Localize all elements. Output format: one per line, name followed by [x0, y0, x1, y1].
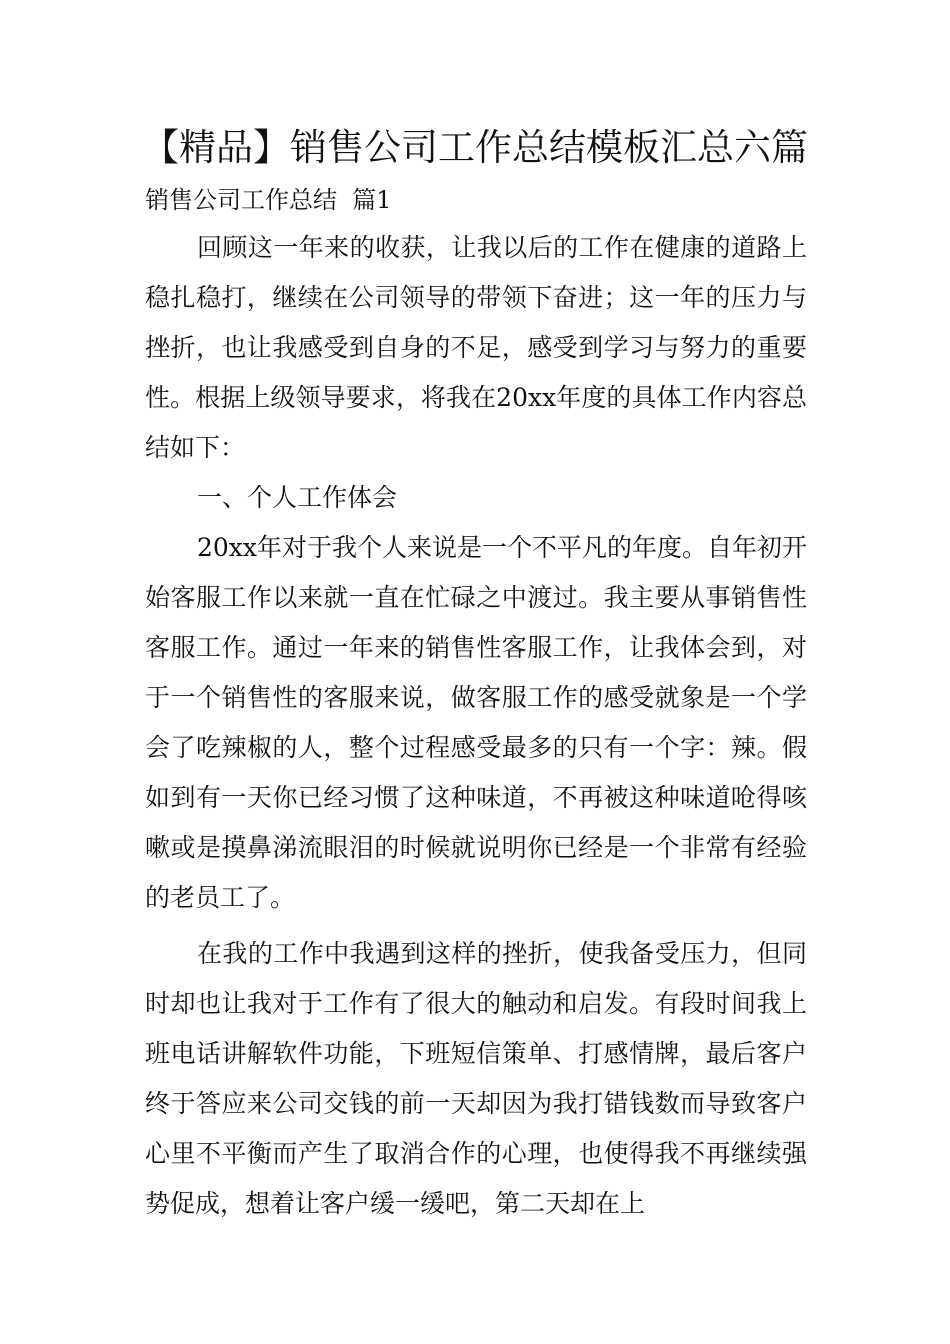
subheading-personal-experience: 一、个人工作体会 [197, 483, 398, 512]
paragraph-setback: 在我的工作中我遇到这样的挫折，使我备受压力，但同时却也让我对于工作有了很大的触动和启发。有段时间我上班电话讲解软件功能，下班短信策单、打感情牌，最后客户终于答应来公司交钱的前一天却因为我打错钱数而导致客户心里不平衡而产生了取消合作的心理，也使得我不再继续强势促成，想着让客户缓一缓吧，第二天却在上 [145, 939, 807, 1218]
paragraph-personal-experience: 20xx年对于我个人来说是一个不平凡的年度。自年初开始客服工作以来就一直在忙碌之中渡过。我主要从事销售性客服工作。通过一年来的销售性客服工作，让我体会到，对于一个销售性的客服来说，做客服工作的感受就象是一个学会了吃辣椒的人，整个过程感受最多的只有一个字：辣。假如到有一天你已经习惯了这种味道，不再被这种味道呛得咳嗽或是摸鼻涕流眼泪的时候就说明你已经是一个非常有经验的老员工了。 [145, 533, 808, 912]
document-body [145, 223, 807, 1229]
section-heading: 销售公司工作总结 篇1 [145, 186, 392, 214]
document-title: 【精品】销售公司工作总结模板汇总六篇 [142, 126, 808, 169]
paragraph-intro: 回顾这一年来的收获，让我以后的工作在健康的道路上稳扎稳打，继续在公司领导的带领下奋进；这一年的压力与挫折，也让我感受到自身的不足，感受到学习与努力的重要性。根据上级领导要求，将我在20xx年度的具体工作内容总结如下： [145, 233, 807, 462]
